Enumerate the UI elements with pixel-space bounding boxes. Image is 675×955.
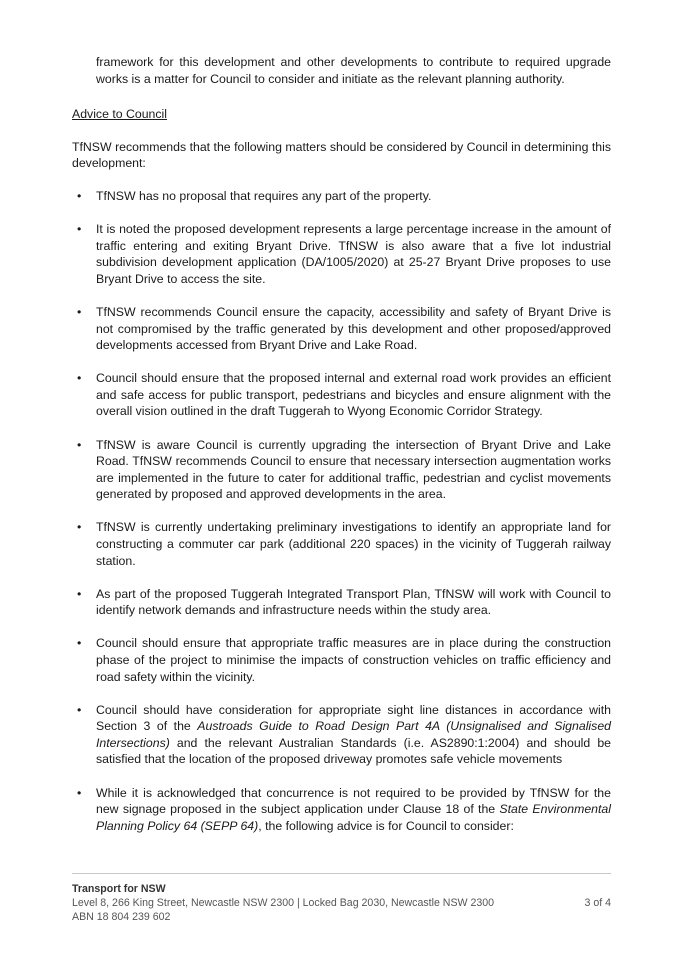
list-item-text: TfNSW has no proposal that requires any part of the property. (96, 188, 432, 203)
bullet-icon: • (77, 785, 82, 800)
list-item-text-part: While it is acknowledged that concurrence is not required to be provided by TfNSW for the new signage proposed in the subject application under Clause 18 of the (96, 785, 611, 817)
list-item-text-part: , the following advice is for Council to consider: (258, 818, 514, 833)
list-item (72, 635, 611, 685)
bullet-icon: • (77, 636, 82, 651)
document-body (72, 54, 611, 851)
list-item-text: Council should ensure that the proposed internal and external road work provides an efficient and safe access for public transport, pedestrians and bicycles and ensure alignment with the overall vision outlined in the draft Tuggerah to Wyong Economic Corridor Strategy. (96, 371, 611, 419)
page-number: 3 of 4 (584, 897, 611, 909)
page-footer (72, 873, 611, 924)
list-item (72, 304, 611, 354)
bullet-icon: • (77, 304, 82, 319)
list-item-text: As part of the proposed Tuggerah Integrated Transport Plan, TfNSW will work with Council to identify network demands and infrastructure needs within the study area. (96, 586, 611, 618)
austroads-guide-title: Austroads Guide to Road Design Part 4A (Unsignalised and Signalised Intersections) (96, 719, 611, 750)
list-item (72, 586, 611, 619)
list-item-text-part: and the relevant Australian Standards (i.e. AS2890:1:2004) and should be satisfied that the location of the proposed driveway promotes safe vehicle movements (96, 735, 611, 767)
list-item (72, 188, 611, 205)
list-item-text: TfNSW is aware Council is currently upgrading the intersection of Bryant Drive and Lake Road. TfNSW recommends Council to ensure that necessary intersection augmentation works are implemented in the future to cater for additional traffic, pedestrian and cyclist movements generated by proposed and approved developments in the area. (96, 437, 611, 502)
footer-address: Level 8, 266 King Street, Newcastle NSW 2300 | Locked Bag 2030, Newcastle NSW 2300 (72, 897, 495, 909)
list-item (72, 702, 611, 768)
bullet-icon: • (77, 437, 82, 452)
bullet-icon: • (77, 702, 82, 717)
bullet-icon: • (77, 188, 82, 203)
intro-paragraph: TfNSW recommends that the following matters should be considered by Council in determining this development: (72, 139, 611, 171)
footer-address-row (72, 896, 611, 910)
bullet-icon: • (77, 586, 82, 601)
list-item (72, 785, 611, 835)
bullet-icon: • (77, 520, 82, 535)
list-item (72, 221, 611, 287)
list-item (72, 437, 611, 503)
recommendations-list (72, 188, 611, 834)
list-item-text: TfNSW is currently undertaking preliminary investigations to identify an appropriate land for constructing a commuter car park (additional 220 spaces) in the vicinity of Tuggerah railway station. (96, 520, 611, 568)
list-item (72, 519, 611, 569)
list-item-text: Council should ensure that appropriate traffic measures are in place during the construction phase of the project to minimise the impacts of construction vehicles on traffic efficiency and road safety within the vicinity. (96, 636, 611, 684)
continuation-paragraph: framework for this development and other developments to contribute to required upgrade works is a matter for Council to consider and initiate as the relevant planning authority. (96, 55, 611, 86)
list-item (72, 370, 611, 420)
list-item-text-part: Council should have consideration for appropriate sight line distances in accordance with Section 3 of the (96, 702, 611, 734)
bullet-icon: • (77, 222, 82, 237)
bullet-icon: • (77, 371, 82, 386)
list-item-text: It is noted the proposed development represents a large percentage increase in the amount of traffic entering and exiting Bryant Drive. TfNSW is also aware that a five lot industrial subdivision development application (DA/1005/2020) at 25-27 Bryant Drive proposes to use Bryant Drive to access the site. (96, 222, 611, 286)
footer-abn: ABN 18 804 239 602 (72, 911, 171, 923)
footer-organisation: Transport for NSW (72, 883, 166, 895)
sepp-title: State Environmental Planning Policy 64 (SEPP 64) (96, 802, 611, 833)
list-item-text: TfNSW recommends Council ensure the capacity, accessibility and safety of Bryant Drive is not compromised by the traffic generated by this development and other proposed/approved developments accessed from Bryant Drive and Lake Road. (96, 304, 611, 353)
section-heading: Advice to Council (72, 107, 168, 122)
